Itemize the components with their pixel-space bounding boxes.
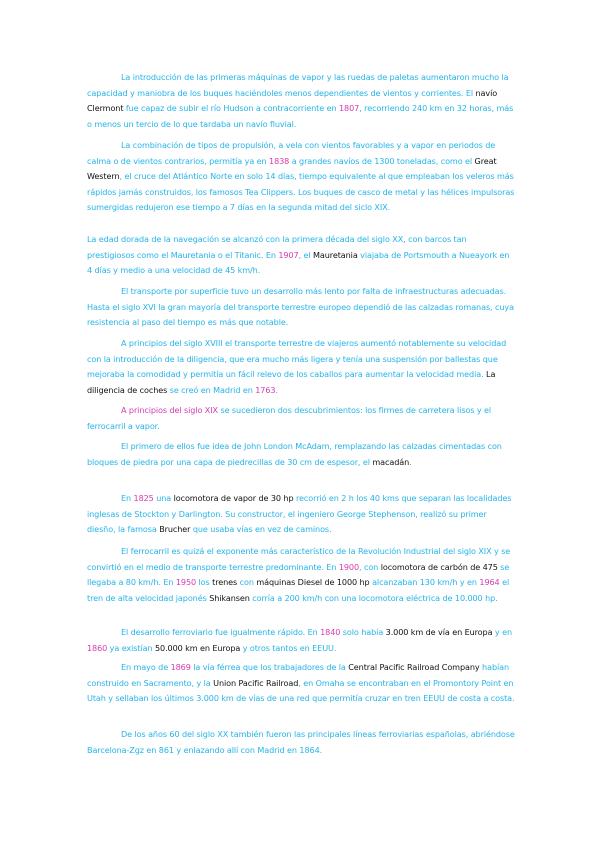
paragraph-macadam: [87, 439, 515, 470]
paragraph-railway: [87, 544, 515, 606]
text-run: que usaba vías en vez de caminos.: [190, 524, 332, 535]
key-term: navío Clermont: [87, 87, 498, 114]
text-run: se llegaba a 80 km/h. En: [87, 561, 510, 588]
highlighted-date: 1838: [269, 155, 290, 166]
text-run: El ferrocarril es quizá el exponente más característico de la Revolución Industrial del siglo XIX y se convirtió en el medio de transporte terrestre predominante. En: [87, 546, 511, 572]
highlighted-date: 1950: [175, 577, 197, 588]
text-run: , el cruce del Atlántico Norte en solo 14 días, tiempo equivalente al que empleaban los veleros más rápidos jamás construidos, los famosos Tea Clippers. Los buques de casco de metal y las hélices impulsoras sumergidas redujeron ese tiempo a 7 días en la segunda mitad del siclo XIX.: [87, 171, 515, 213]
key-term: locomotora de carbón de 475: [380, 561, 498, 572]
text-run: , recorriendo 240 km en 32 horas, más o menos un tercio de lo que tardaba un navío fluvial.: [87, 103, 514, 129]
text-run: .: [275, 384, 278, 395]
highlighted-date: A principios del siglo XIX: [121, 405, 218, 415]
paragraph-transcontinental: [87, 660, 515, 707]
key-term: Great Western: [87, 155, 497, 182]
key-term: La diligencia de coches: [87, 369, 496, 395]
text-run: viajaba de Portsmouth a Nueayork en 4 días y medio a una velocidad de 45 km/h.: [87, 249, 510, 276]
text-run: habían construido en Sacramento, y la: [87, 662, 510, 688]
key-term: macadán: [372, 456, 410, 467]
text-run: La combinación de tipos de propulsión, a vela con vientos favorables y a vapor en periodos de calma o de vientos contrarios, permitía ya en: [87, 140, 496, 166]
text-run: a grandes navíos de 1300 toneladas, como el: [289, 155, 475, 166]
paragraph-steam-ships: [87, 70, 515, 132]
highlighted-date: 1964: [479, 577, 500, 588]
highlighted-date: 1840: [320, 627, 341, 637]
text-run: los: [196, 577, 213, 588]
paragraph-surface-transport: [87, 284, 515, 331]
highlighted-date: 1825: [133, 493, 154, 503]
text-run: el tren de alta velocidad japonés: [87, 577, 510, 603]
highlighted-date: 1869: [170, 662, 191, 672]
key-term: Brucher: [159, 524, 191, 535]
text-run: solo había: [340, 627, 386, 637]
key-term: locomotora de vapor de 30 hp: [173, 493, 294, 503]
text-run: con: [237, 577, 257, 588]
text-run: En mayo de: [121, 662, 171, 672]
text-run: La edad dorada de la navegación se alcanzó con la primera década del siglo XX, con barcos tan prestigiosos como el Mauretania o el Titanic. En: [87, 234, 467, 260]
key-term: Central Pacific Railroad Company: [348, 662, 480, 672]
paragraph-propulsion: [87, 138, 515, 216]
text-run: , con: [359, 561, 381, 572]
highlighted-date: 1860: [87, 642, 108, 653]
paragraph-spain-lines: [87, 727, 515, 758]
text-run: , el: [298, 249, 314, 260]
text-run: se creó en Madrid en: [167, 384, 256, 395]
text-run: fue capaz de subir el río Hudson a contracorriente en: [123, 103, 339, 114]
text-run: En: [121, 493, 134, 503]
paragraph-diligence: [87, 336, 515, 398]
text-run: .: [409, 456, 412, 467]
text-run: A principios del siglo XVIII el transporte terrestre de viajeros aumentó notablemente su velocidad con la introducción de la diligencia, que era mucho más ligera y tenía una suspensión por ballestas que mejoraba la comodidad y permitía un fácil relevo de los caballos para aumentar la velocidad media.: [87, 338, 507, 380]
highlighted-date: 1907: [278, 249, 299, 260]
key-term: 3.000 km de vía en Europa: [385, 627, 493, 637]
paragraph-locomotive: [87, 491, 515, 538]
highlighted-date: 1807: [339, 103, 360, 114]
paragraph-xix-discoveries: [87, 403, 515, 434]
text-run: , en Omaha se encontraban en el Promontory Point en Utah y sellaban los últimos 3.000 km de vías de una red que permitía cruzar en tren EEUU de costa a costa.: [87, 677, 515, 704]
highlighted-date: 1900: [338, 561, 360, 572]
text-run: se sucedieron dos descubrimientos: los firmes de carretera lisos y el ferrocarril a vapor.: [87, 405, 492, 431]
text-run: la vía férrea que los trabajadores de la: [190, 662, 349, 672]
text-run: La introducción de las primeras máquinas de vapor y las ruedas de paletas aumentaron mucho la capacidad y maniobra de los buques haciéndoles menos dependientes de vientos y corrientes. El: [87, 72, 509, 98]
key-term: 50.000 km en Europa: [154, 642, 241, 653]
text-run: El desarrollo ferroviario fue igualmente rápido. En: [121, 627, 321, 637]
paragraph-golden-age: [87, 232, 515, 279]
text-run: recorrió en 2 h los 40 kms que separan las localidades inglesas de Stockton y Darlington. Su constructor, el ingeniero George Stephenson, realizó su primer diesño, la famosa: [87, 493, 512, 535]
text-run: ya existían: [107, 642, 155, 653]
text-run: y otros tantos en EEUU.: [240, 642, 337, 653]
key-term: máquinas Diesel de 1000 hp: [256, 577, 370, 588]
text-run: El transporte por superficie tuvo un desarrollo más lento por falta de infraestructuras adecuadas. Hasta el siglo XVI la gran mayoría del transporte terrestre europeo dependió de las calzadas romanas, cuya resistencia al paso del tiempo es más que notable.: [87, 286, 514, 328]
key-term: Union Pacific Railroad: [213, 677, 299, 688]
text-run: corría a 200 km/h con una locomotora eléctrica de 10.000 hp.: [249, 592, 498, 603]
text-run: alcanzaban 130 km/h y en: [369, 577, 480, 588]
key-term: trenes: [212, 577, 238, 588]
text-run: De los años 60 del siglo XX también fueron las principales líneas ferroviarias españolas, abriéndose Barcelona-Zgz en 861 y enlazando allí con Madrid en 1864.: [87, 729, 515, 755]
text-run: y en: [492, 627, 512, 637]
key-term: Shikansen: [209, 592, 250, 603]
key-term: Mauretania: [313, 249, 358, 260]
highlighted-date: 1763: [255, 384, 276, 395]
paragraph-rail-development: [87, 625, 515, 656]
text-run: una: [153, 493, 174, 503]
text-run: El primero de ellos fue idea de John London McAdam, remplazando las calzadas cimentadas con bloques de piedra por una capa de piedrecillas de 30 cm de espesor, el: [87, 441, 502, 467]
